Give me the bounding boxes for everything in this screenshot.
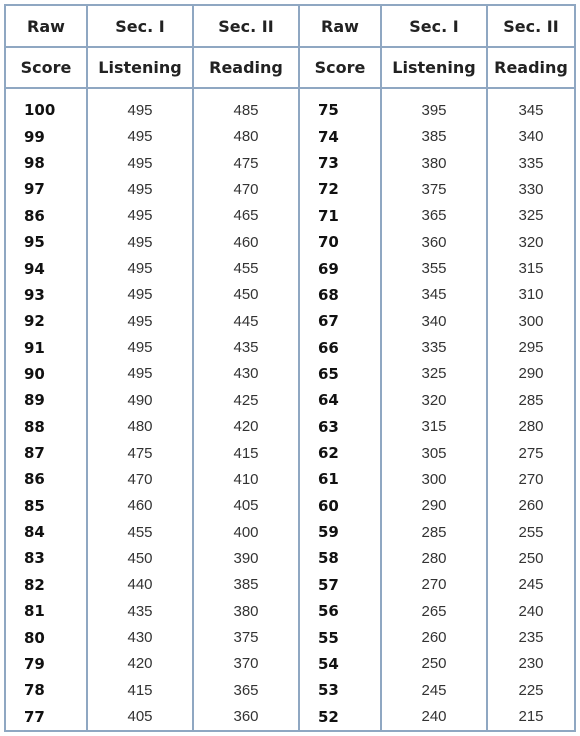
listening-score-left: 470: [87, 466, 193, 492]
reading-score-left: 465: [193, 203, 299, 229]
table-row: [6, 150, 574, 176]
reading-score-left: 400: [193, 519, 299, 545]
listening-score-left: 495: [87, 150, 193, 176]
reading-score-right: 230: [518, 655, 544, 673]
reading-score-right: 235: [518, 629, 544, 647]
table-row: [6, 282, 574, 308]
raw-score-right: 56: [299, 598, 381, 624]
reading-score-right: 260: [518, 497, 544, 515]
reading-score-left: 430: [193, 361, 299, 387]
reading-score-left: 485: [193, 97, 299, 123]
reading-score-right: 280: [518, 418, 544, 436]
raw-score-right: 69: [299, 255, 381, 281]
header-raw-left: Raw: [6, 6, 87, 47]
listening-score-right: 280: [381, 545, 487, 571]
reading-score-left: 375: [193, 624, 299, 650]
raw-score-left: 77: [6, 703, 87, 730]
raw-score-right: 63: [299, 414, 381, 440]
table-row: [6, 308, 574, 334]
listening-score-left: 495: [87, 203, 193, 229]
listening-score-left: 440: [87, 572, 193, 598]
table-row: [6, 598, 574, 624]
listening-score-left: 490: [87, 387, 193, 413]
reading-score-left: 420: [193, 414, 299, 440]
listening-score-right: 300: [381, 466, 487, 492]
raw-score-right: 70: [299, 229, 381, 255]
reading-score-right: 250: [518, 549, 544, 567]
raw-score-right: 67: [299, 308, 381, 334]
listening-score-left: 420: [87, 651, 193, 677]
reading-score-right: 325: [518, 207, 544, 225]
raw-score-right: 75: [299, 97, 381, 123]
listening-score-right: 325: [381, 361, 487, 387]
listening-score-right: 385: [381, 124, 487, 150]
raw-score-left: 78: [6, 677, 87, 703]
raw-score-left: 86: [6, 203, 87, 229]
raw-score-left: 85: [6, 493, 87, 519]
reading-score-left: 435: [193, 334, 299, 360]
reading-score-right: 225: [518, 681, 544, 699]
reading-score-left: 360: [193, 703, 299, 730]
raw-score-right: 61: [299, 466, 381, 492]
listening-score-right: 320: [381, 387, 487, 413]
listening-score-left: 475: [87, 440, 193, 466]
table-row: [6, 203, 574, 229]
listening-score-left: 495: [87, 308, 193, 334]
listening-score-right: 245: [381, 677, 487, 703]
raw-score-left: 90: [6, 361, 87, 387]
reading-score-right: 255: [518, 523, 544, 541]
listening-score-left: 495: [87, 361, 193, 387]
listening-score-left: 480: [87, 414, 193, 440]
raw-score-right: 68: [299, 282, 381, 308]
listening-score-left: 430: [87, 624, 193, 650]
table-row: [6, 651, 574, 677]
reading-score-left: 405: [193, 493, 299, 519]
reading-score-right: 330: [518, 180, 544, 198]
table-row: [6, 176, 574, 202]
listening-score-right: 315: [381, 414, 487, 440]
listening-score-left: 450: [87, 545, 193, 571]
raw-score-right: 57: [299, 572, 381, 598]
table-row: [6, 124, 574, 150]
raw-score-left: 99: [6, 124, 87, 150]
reading-score-right: 340: [518, 128, 544, 146]
header-sec2-left: Sec. II: [193, 6, 299, 47]
header-sec2-right: Sec. II: [487, 6, 574, 47]
listening-score-left: 495: [87, 229, 193, 255]
raw-score-right: 66: [299, 334, 381, 360]
table-row: [6, 387, 574, 413]
reading-score-right: 285: [518, 391, 544, 409]
listening-score-right: 285: [381, 519, 487, 545]
table-row: [6, 493, 574, 519]
reading-score-right: 240: [518, 602, 544, 620]
listening-score-right: 340: [381, 308, 487, 334]
listening-score-right: 360: [381, 229, 487, 255]
reading-score-left: 380: [193, 598, 299, 624]
raw-score-left: 93: [6, 282, 87, 308]
reading-score-left: 385: [193, 572, 299, 598]
reading-score-left: 445: [193, 308, 299, 334]
listening-score-left: 495: [87, 334, 193, 360]
listening-score-right: 305: [381, 440, 487, 466]
reading-score-right: 275: [518, 444, 544, 462]
raw-score-left: 83: [6, 545, 87, 571]
header-sec1-right: Sec. I: [381, 6, 487, 47]
spacer-row: [6, 88, 574, 97]
table-row: [6, 572, 574, 598]
header-score-right: Score: [299, 47, 381, 88]
header-score-left: Score: [6, 47, 87, 88]
header-listening-left: Listening: [87, 47, 193, 88]
table-row: [6, 703, 574, 730]
listening-score-right: 265: [381, 598, 487, 624]
reading-score-left: 370: [193, 651, 299, 677]
raw-score-left: 79: [6, 651, 87, 677]
table-row: [6, 97, 574, 123]
listening-score-left: 460: [87, 493, 193, 519]
listening-score-left: 405: [87, 703, 193, 730]
listening-score-left: 495: [87, 124, 193, 150]
raw-score-left: 89: [6, 387, 87, 413]
raw-score-right: 58: [299, 545, 381, 571]
reading-score-left: 475: [193, 150, 299, 176]
reading-score-left: 450: [193, 282, 299, 308]
reading-score-left: 455: [193, 255, 299, 281]
table-row: [6, 334, 574, 360]
listening-score-left: 495: [87, 282, 193, 308]
raw-score-left: 97: [6, 176, 87, 202]
reading-score-right: 245: [518, 576, 544, 594]
listening-score-right: 290: [381, 493, 487, 519]
table-row: [6, 440, 574, 466]
reading-score-left: 390: [193, 545, 299, 571]
listening-score-right: 250: [381, 651, 487, 677]
listening-score-right: 365: [381, 203, 487, 229]
listening-score-left: 495: [87, 97, 193, 123]
raw-score-right: 73: [299, 150, 381, 176]
reading-score-right: 295: [518, 339, 544, 357]
header-reading-right: Reading: [487, 47, 574, 88]
raw-score-left: 87: [6, 440, 87, 466]
raw-score-left: 98: [6, 150, 87, 176]
listening-score-left: 455: [87, 519, 193, 545]
table-row: [6, 545, 574, 571]
reading-score-right: 310: [518, 286, 544, 304]
reading-score-left: 415: [193, 440, 299, 466]
reading-score-right: 345: [518, 101, 544, 119]
listening-score-right: 240: [381, 703, 487, 730]
reading-score-right: 320: [518, 233, 544, 251]
header-row-1: [6, 6, 574, 47]
reading-score-left: 460: [193, 229, 299, 255]
table-row: [6, 677, 574, 703]
reading-score-right: 300: [518, 312, 544, 330]
table-row: [6, 519, 574, 545]
raw-score-right: 62: [299, 440, 381, 466]
raw-score-left: 88: [6, 414, 87, 440]
raw-score-left: 86: [6, 466, 87, 492]
header-listening-right: Listening: [381, 47, 487, 88]
reading-score-left: 480: [193, 124, 299, 150]
reading-score-left: 425: [193, 387, 299, 413]
listening-score-right: 395: [381, 97, 487, 123]
raw-score-right: 52: [299, 703, 381, 730]
raw-score-right: 55: [299, 624, 381, 650]
reading-score-left: 470: [193, 176, 299, 202]
raw-score-left: 92: [6, 308, 87, 334]
table-row: [6, 255, 574, 281]
reading-score-right: 215: [518, 708, 544, 726]
listening-score-right: 270: [381, 572, 487, 598]
raw-score-left: 84: [6, 519, 87, 545]
raw-score-left: 95: [6, 229, 87, 255]
header-reading-left: Reading: [193, 47, 299, 88]
table-row: [6, 414, 574, 440]
raw-score-right: 74: [299, 124, 381, 150]
reading-score-right: 315: [518, 260, 544, 278]
raw-score-left: 91: [6, 334, 87, 360]
raw-score-left: 81: [6, 598, 87, 624]
raw-score-left: 80: [6, 624, 87, 650]
reading-score-left: 365: [193, 677, 299, 703]
listening-score-right: 260: [381, 624, 487, 650]
listening-score-left: 495: [87, 176, 193, 202]
table-row: [6, 624, 574, 650]
raw-score-right: 53: [299, 677, 381, 703]
header-row-2: [6, 47, 574, 88]
raw-score-right: 60: [299, 493, 381, 519]
header-sec1-left: Sec. I: [87, 6, 193, 47]
raw-score-right: 59: [299, 519, 381, 545]
listening-score-right: 335: [381, 334, 487, 360]
raw-score-left: 100: [6, 97, 87, 123]
table-row: [6, 361, 574, 387]
listening-score-right: 345: [381, 282, 487, 308]
table-body: [6, 88, 574, 730]
raw-score-left: 82: [6, 572, 87, 598]
score-conversion-table: [6, 6, 574, 730]
raw-score-right: 64: [299, 387, 381, 413]
raw-score-right: 71: [299, 203, 381, 229]
listening-score-right: 380: [381, 150, 487, 176]
raw-score-right: 65: [299, 361, 381, 387]
header-raw-right: Raw: [299, 6, 381, 47]
reading-score-right: 270: [518, 470, 544, 488]
listening-score-right: 355: [381, 255, 487, 281]
reading-score-right: 290: [518, 365, 544, 383]
table-row: [6, 229, 574, 255]
listening-score-left: 495: [87, 255, 193, 281]
reading-score-right: 335: [518, 154, 544, 172]
listening-score-right: 375: [381, 176, 487, 202]
raw-score-right: 54: [299, 651, 381, 677]
score-conversion-table-frame: [4, 4, 576, 732]
listening-score-left: 415: [87, 677, 193, 703]
table-row: [6, 466, 574, 492]
raw-score-left: 94: [6, 255, 87, 281]
listening-score-left: 435: [87, 598, 193, 624]
reading-score-left: 410: [193, 466, 299, 492]
raw-score-right: 72: [299, 176, 381, 202]
